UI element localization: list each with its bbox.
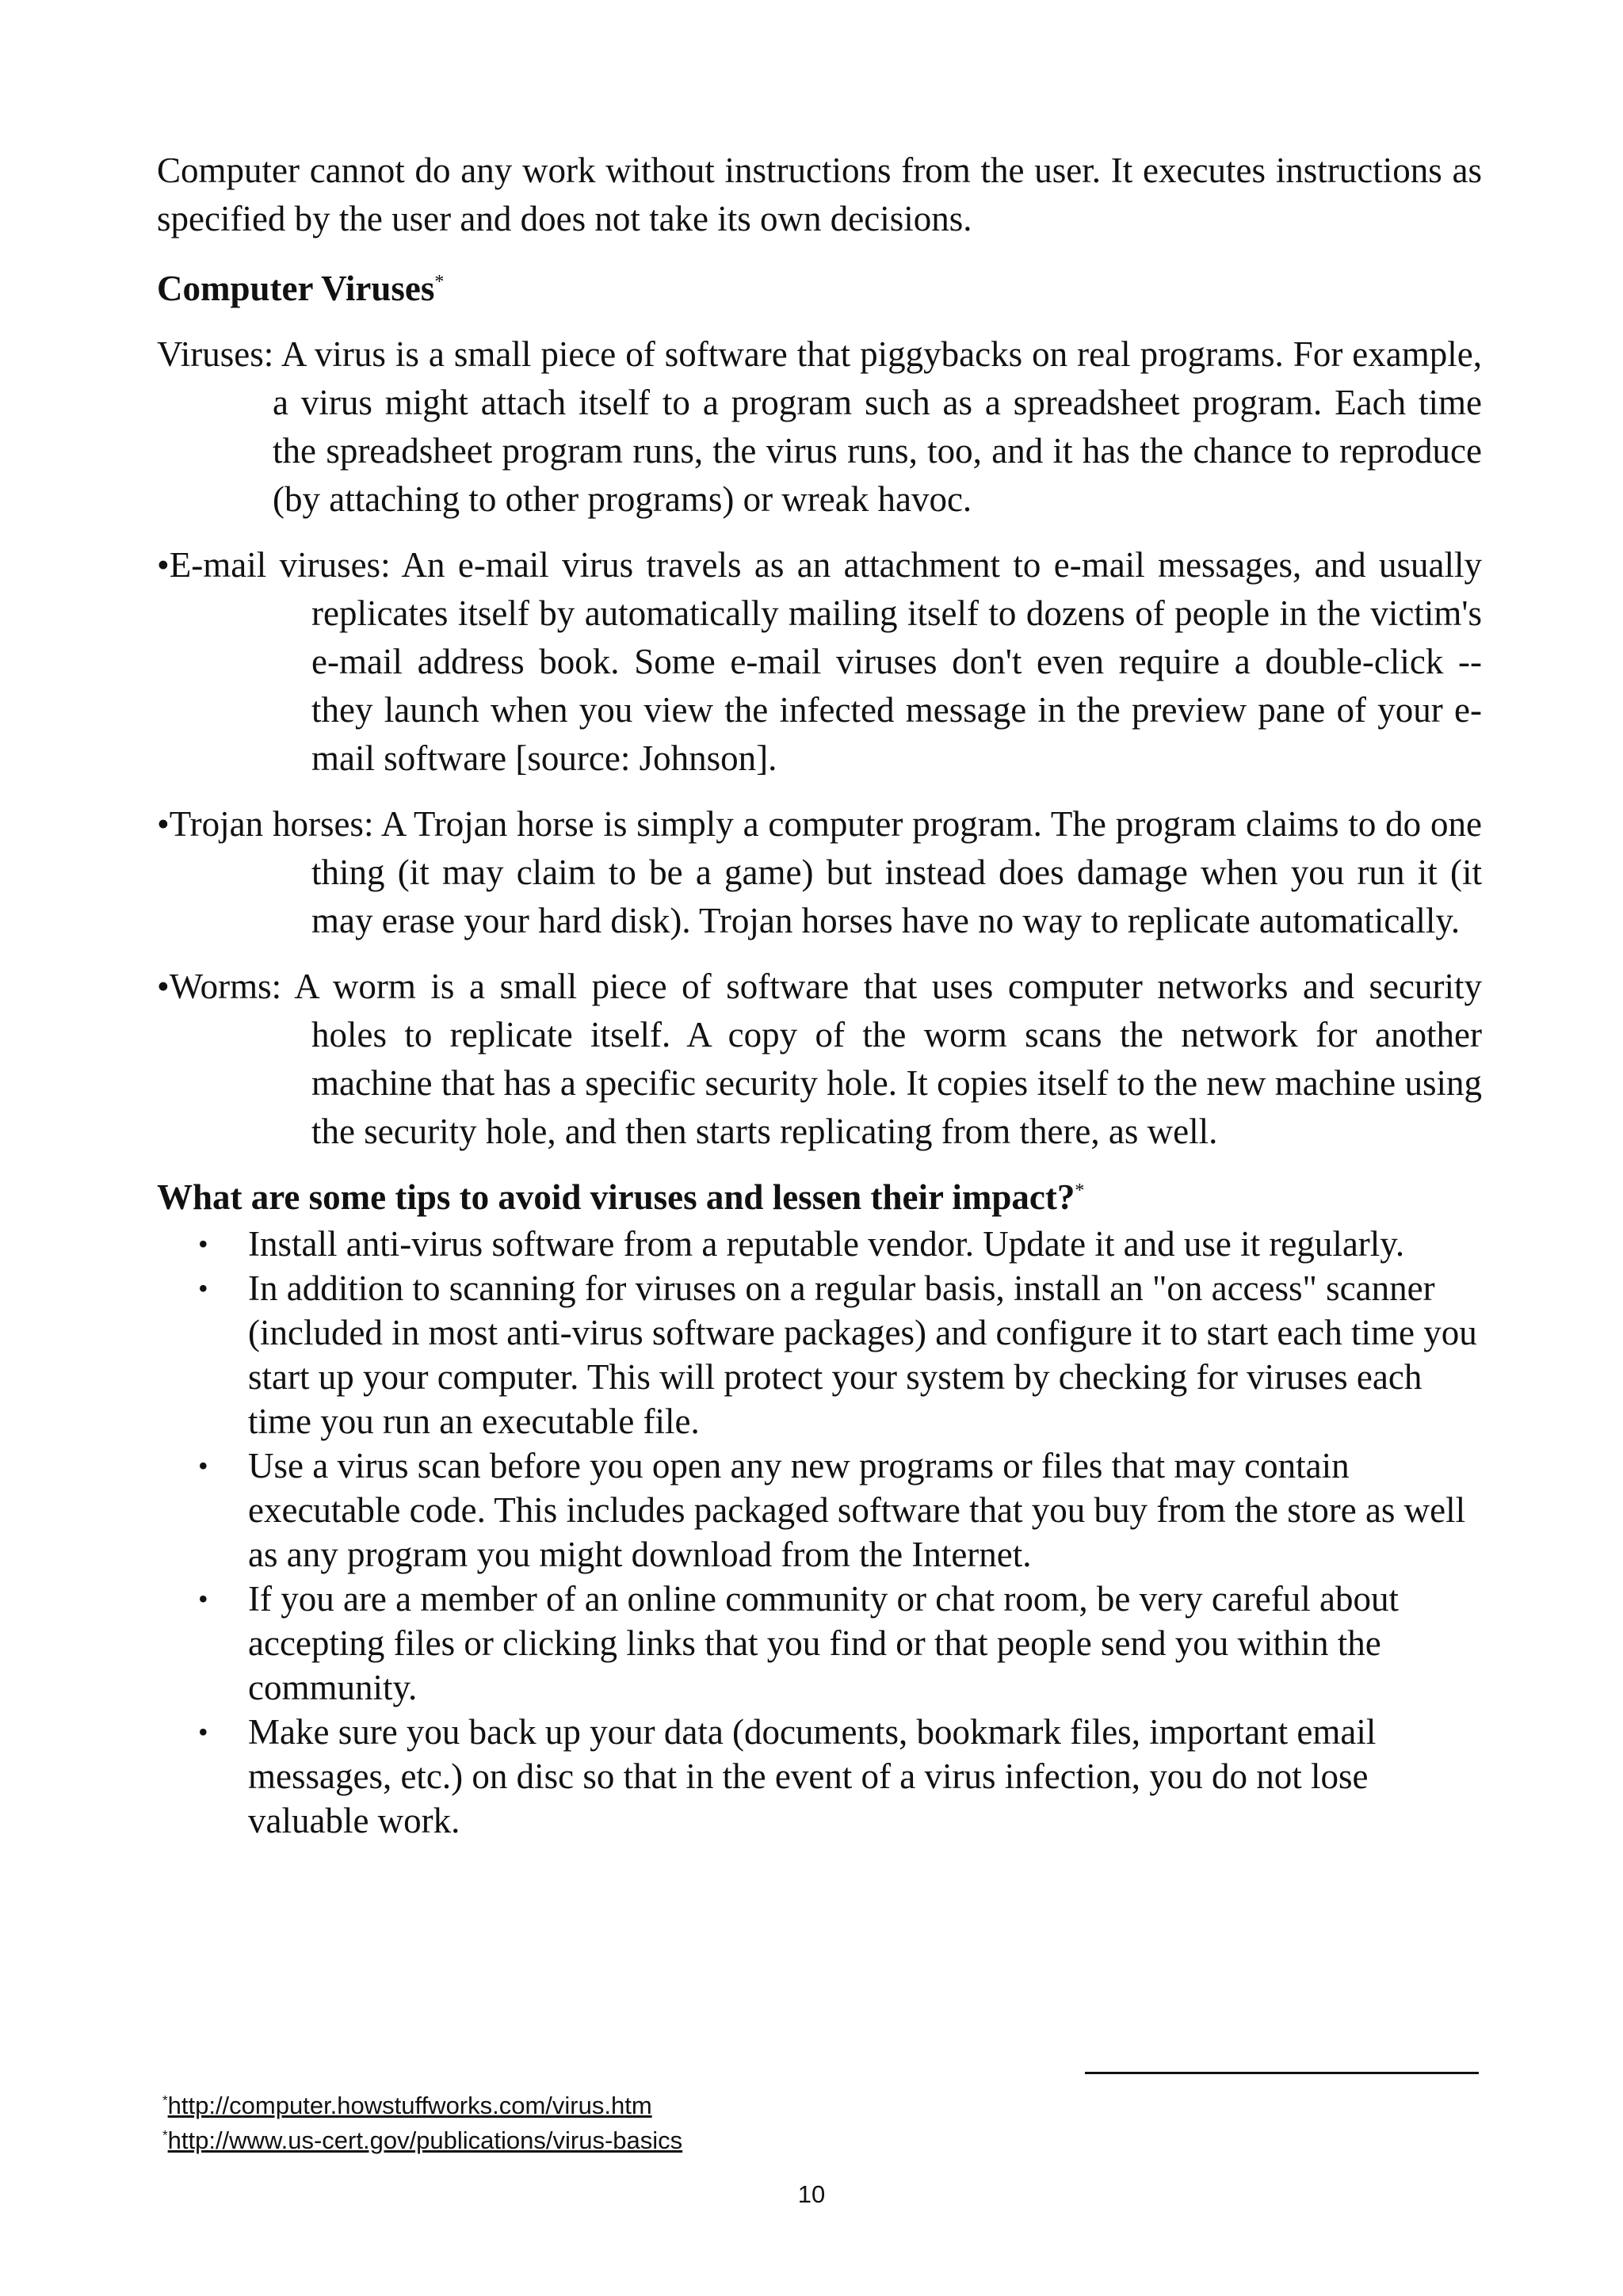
bullet-icon: • bbox=[198, 1450, 208, 1482]
definition-text: A virus is a small piece of software that piggybacks on real programs. For example, a virus might attach itself to a program such as a spreadsheet program. Each time the spreadsheet program runs, the virus runs, too, and it has the chance to reproduce (by attaching to other programs) or wreak havoc. bbox=[273, 334, 1482, 519]
footnote-marker: * bbox=[1075, 1180, 1085, 1201]
definition-viruses bbox=[157, 330, 1482, 524]
bullet-icon: • bbox=[198, 1583, 208, 1615]
definition-term: •Worms: bbox=[157, 967, 282, 1006]
definition-text: A worm is a small piece of software that uses computer networks and security holes to replicate itself. A copy of the worm scans the network for another machine that has a specific security hole. It copies itself to the new machine using the security hole, and then starts replicating from there, as well. bbox=[294, 967, 1482, 1151]
definition-text: A Trojan horse is simply a computer program. The program claims to do one thing (it may claim to be a game) but instead does damage when you run it (it may erase your hard disk). Trojan horses have no way to replicate automatically. bbox=[311, 804, 1482, 940]
definition-term: •E-mail viruses: bbox=[157, 545, 391, 585]
definition-email-viruses bbox=[157, 541, 1482, 783]
section-heading-computer-viruses bbox=[157, 265, 1482, 313]
tip-text: Make sure you back up your data (documents, bookmark files, important email messages, etc.) on disc so that in the event of a virus infection, you do not lose valuable work. bbox=[248, 1712, 1377, 1840]
footnote-marker: * bbox=[162, 2092, 168, 2108]
footnote-item bbox=[162, 2088, 682, 2123]
list-item bbox=[157, 1710, 1482, 1843]
footnote-divider bbox=[1085, 2072, 1479, 2074]
section-heading-text: What are some tips to avoid viruses and lessen their impact? bbox=[157, 1177, 1075, 1217]
definition-term: Viruses: bbox=[157, 334, 274, 374]
section-heading-text: Computer Viruses bbox=[157, 269, 435, 308]
bullet-icon: • bbox=[198, 1228, 208, 1260]
tip-text: In addition to scanning for viruses on a regular basis, install an "on access" scanner (included in most anti-virus software packages) and configure it to start each time you start up your computer. This will protect your system by checking for viruses each time you run an executable file. bbox=[248, 1268, 1477, 1441]
definition-worms bbox=[157, 963, 1482, 1156]
footnote-link-howstuffworks[interactable]: http://computer.howstuffworks.com/virus.htm bbox=[167, 2092, 652, 2119]
tips-list bbox=[157, 1222, 1482, 1843]
footnote-link-us-cert[interactable]: http://www.us-cert.gov/publications/virus-basics bbox=[167, 2126, 683, 2154]
page-number: 10 bbox=[797, 2180, 826, 2208]
list-item bbox=[157, 1222, 1482, 1266]
tip-text: Install anti-virus software from a reputable vendor. Update it and use it regularly. bbox=[248, 1224, 1405, 1264]
list-item bbox=[157, 1577, 1482, 1710]
list-item bbox=[157, 1266, 1482, 1444]
bullet-icon: • bbox=[198, 1272, 208, 1304]
tip-text: Use a virus scan before you open any new programs or files that may contain executable code. This includes packaged software that you buy from the store as well as any program you might download from the Internet. bbox=[248, 1446, 1466, 1574]
intro-paragraph: Computer cannot do any work without instructions from the user. It executes instructions as specified by the user and does not take its own decisions. bbox=[157, 151, 1482, 238]
tip-text: If you are a member of an online community or chat room, be very careful about accepting files or clicking links that you find or that people send you within the community. bbox=[248, 1579, 1399, 1707]
document-body bbox=[157, 147, 1482, 1843]
definition-trojan-horses bbox=[157, 800, 1482, 945]
footnote-marker: * bbox=[434, 272, 445, 292]
bullet-icon: • bbox=[198, 1716, 208, 1748]
footnote-item bbox=[162, 2123, 682, 2158]
definition-text: An e-mail virus travels as an attachment to e-mail messages, and usually replicates itself by automatically mailing itself to dozens of people in the victim's e-mail address book. Some e-mail viruses don't even require a double-click -- they launch when you view the infected message in the preview pane of your e-mail software [source: Johnson]. bbox=[311, 545, 1482, 778]
list-item bbox=[157, 1444, 1482, 1577]
section-heading-tips bbox=[157, 1173, 1482, 1222]
definition-term: •Trojan horses: bbox=[157, 804, 374, 844]
footnote-marker: * bbox=[162, 2127, 168, 2143]
footnotes bbox=[162, 2088, 682, 2158]
